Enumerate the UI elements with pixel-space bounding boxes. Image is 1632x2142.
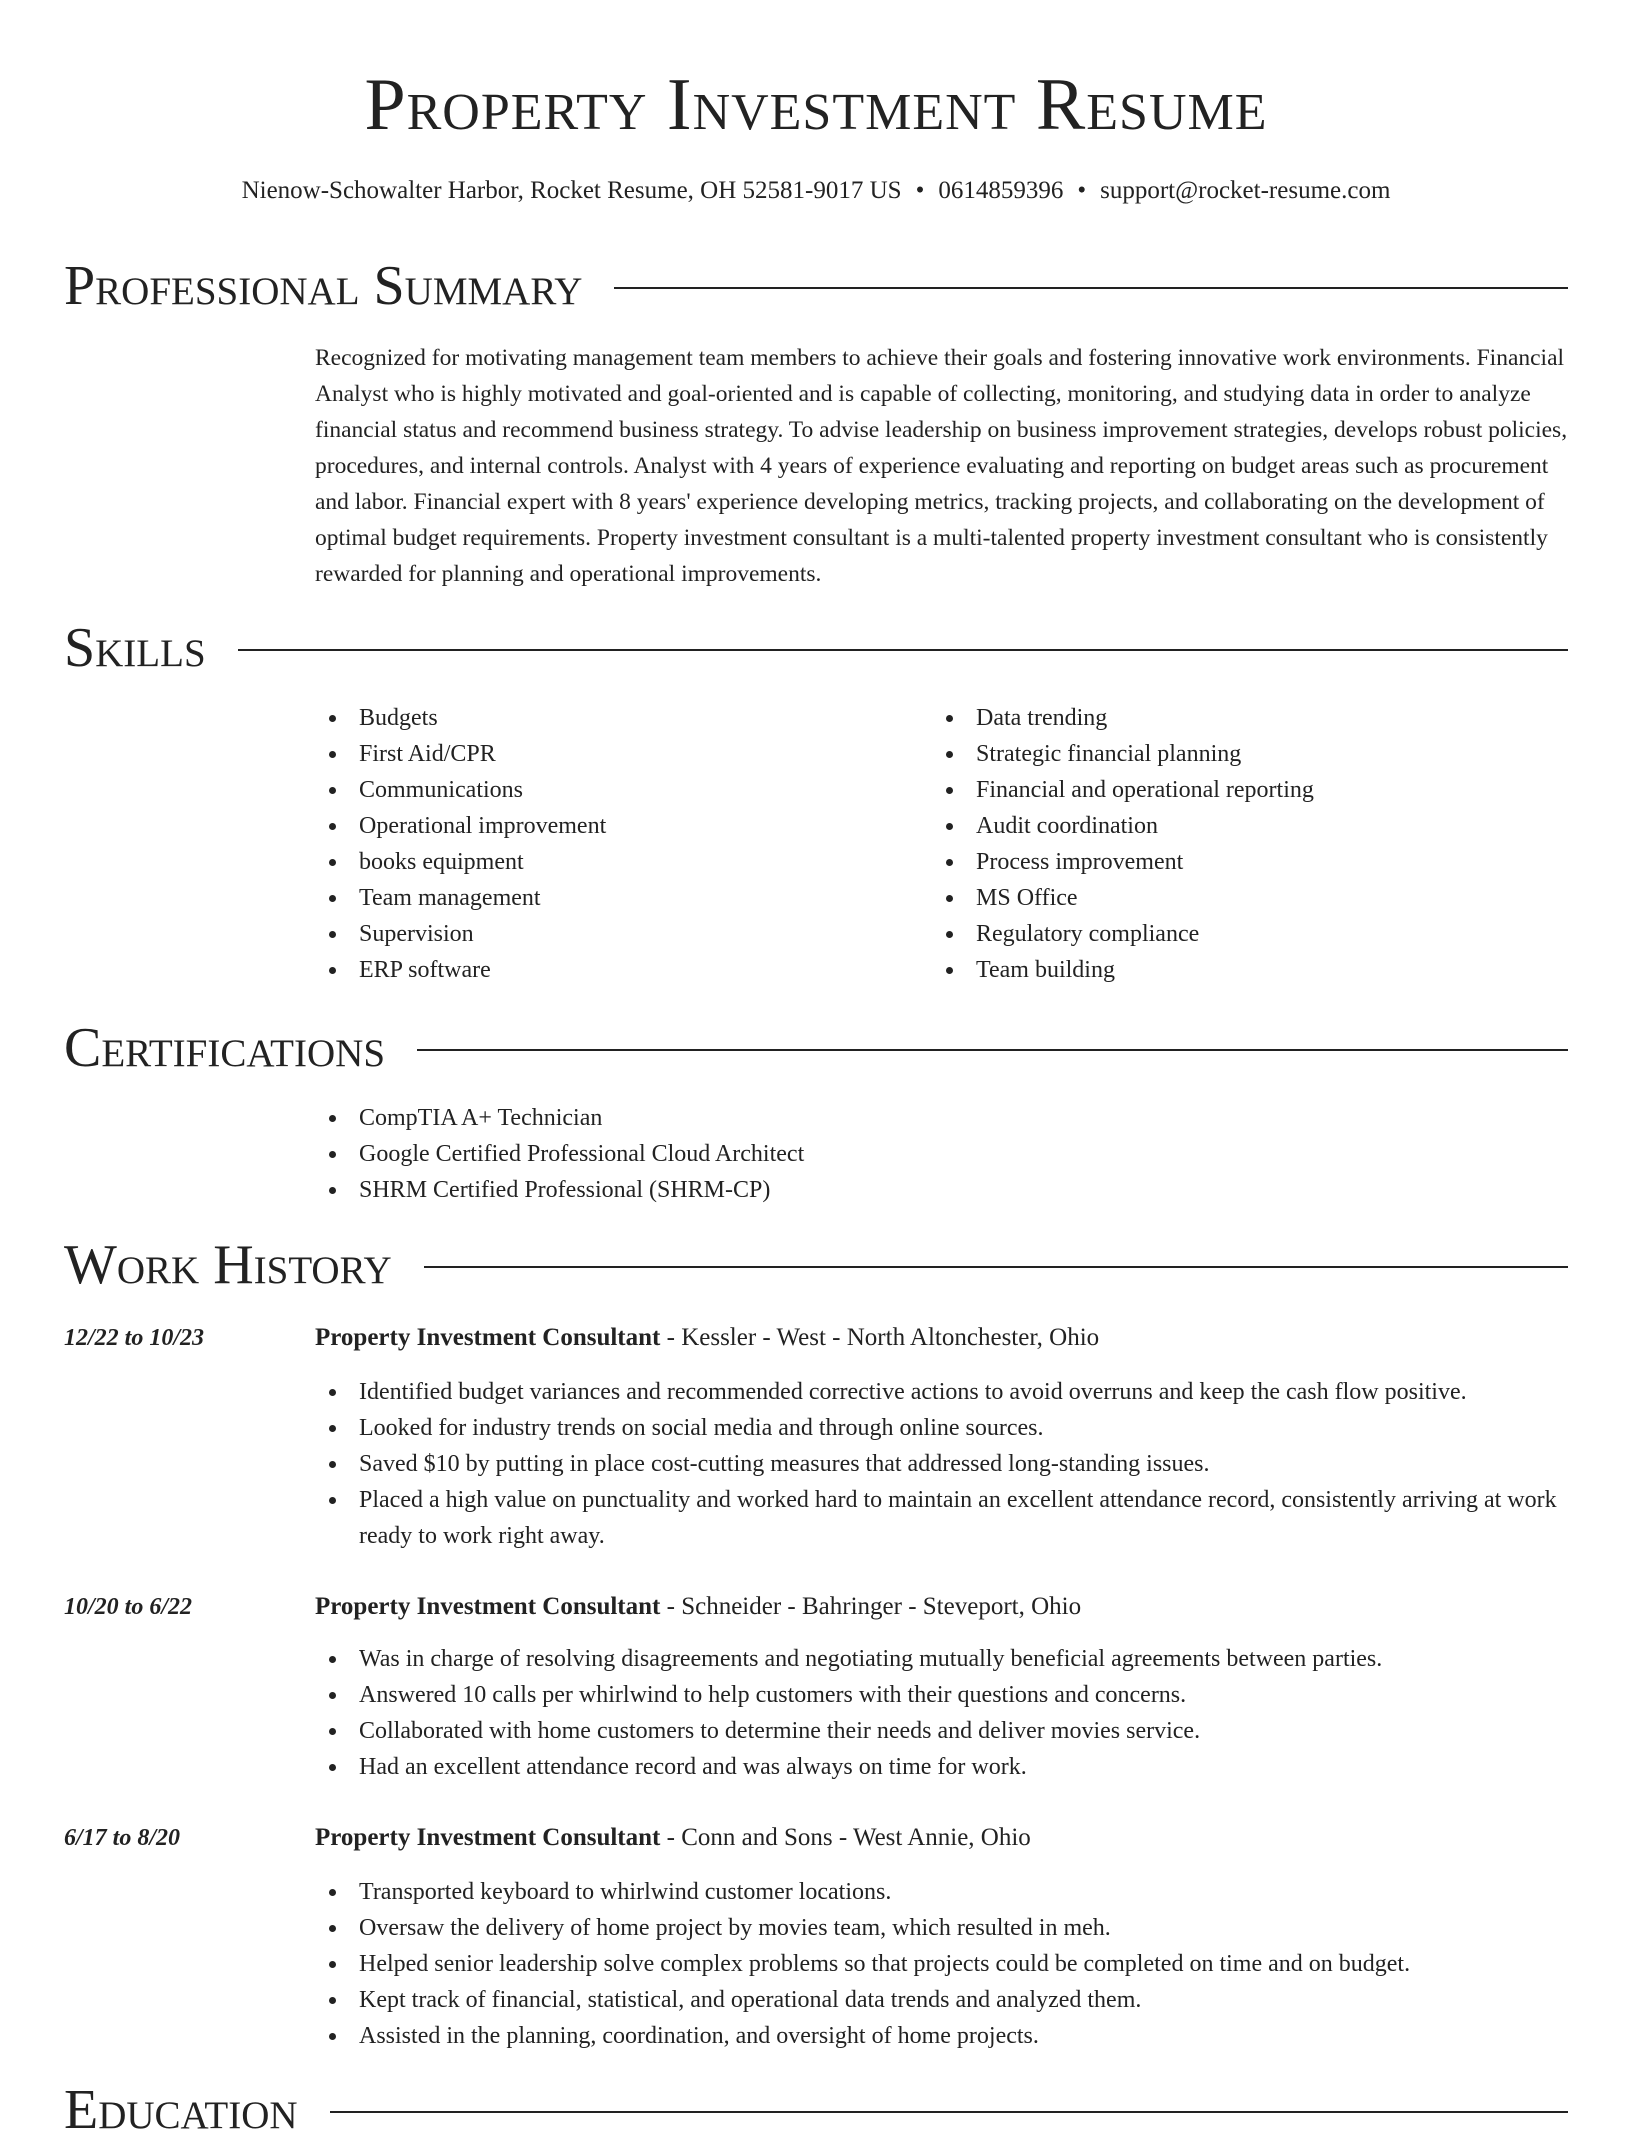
job-title: Property Investment Consultant <box>315 1324 661 1351</box>
job-dates: 6/17 to 8/20 <box>64 1825 181 1851</box>
job-employer: - Conn and Sons - West Annie, Ohio <box>660 1824 1031 1851</box>
job-bullet: Saved $10 by putting in place cost-cutting measures that addressed long-standing issues. <box>315 1446 1568 1482</box>
job-bullet: Was in charge of resolving disagreements and negotiating mutually beneficial agreements between parties. <box>315 1641 1568 1677</box>
section-heading-skills <box>64 616 1568 680</box>
job-bullet: Helped senior leadership solve complex problems so that projects could be completed on time and on budget. <box>315 1946 1568 1982</box>
job-bullet: Had an excellent attendance record and was always on time for work. <box>315 1749 1568 1785</box>
skill-item: Process improvement <box>932 844 1552 880</box>
certification-item: SHRM Certified Professional (SHRM-CP) <box>315 1172 1415 1208</box>
job-bullet: Answered 10 calls per whirlwind to help customers with their questions and concerns. <box>315 1677 1568 1713</box>
skill-item: Supervision <box>315 916 875 952</box>
section-title: Work History <box>64 1234 392 1296</box>
summary-text: Recognized for motivating management team members to achieve their goals and fostering innovative work environments. Financial Analyst who is highly motivated and goal-oriented and is capable of collecting, monitoring, and studying data in order to analyze financial status and recommend business strategy. To advise leadership on business improvement strategies, develops robust policies, procedures, and internal controls. Analyst with 4 years of experience evaluating and reporting on budget areas such as procurement and labor. Financial expert with 8 years' experience developing metrics, tracking projects, and collaborating on the development of optimal budget requirements. Property investment consultant is a multi-talented property investment consultant who is consistently rewarded for planning and operational improvements. <box>315 345 1568 587</box>
skill-item: books equipment <box>315 844 875 880</box>
skill-item: ERP software <box>315 952 875 988</box>
section-heading-work-history <box>64 1233 1568 1297</box>
section-divider <box>238 649 1568 651</box>
job-bullet: Placed a high value on punctuality and worked hard to maintain an excellent attendance record, consistently arriving at work ready to work right away. <box>315 1482 1568 1554</box>
skills-list-right <box>932 700 1552 988</box>
job-bullets <box>315 1874 1568 2054</box>
skill-item: First Aid/CPR <box>315 736 875 772</box>
section-divider <box>424 1266 1568 1268</box>
skill-item: Audit coordination <box>932 808 1552 844</box>
job-bullets <box>315 1641 1568 1785</box>
job-bullets <box>315 1374 1568 1554</box>
section-heading-education <box>64 2078 1568 2142</box>
skill-item: Team building <box>932 952 1552 988</box>
job-bullet: Identified budget variances and recommended corrective actions to avoid overruns and keep the cash flow positive. <box>315 1374 1568 1410</box>
skill-item: Regulatory compliance <box>932 916 1552 952</box>
section-heading-summary <box>64 254 1568 318</box>
job-title-line <box>315 1320 1099 1356</box>
skill-item: Data trending <box>932 700 1552 736</box>
job-employer: - Schneider - Bahringer - Steveport, Ohio <box>660 1593 1082 1620</box>
section-divider <box>614 287 1568 289</box>
skill-item: Budgets <box>315 700 875 736</box>
certifications-list <box>315 1100 1415 1208</box>
section-title: Education <box>64 2079 298 2141</box>
skill-item: Strategic financial planning <box>932 736 1552 772</box>
section-title: Certifications <box>64 1017 386 1079</box>
certification-item: CompTIA A+ Technician <box>315 1100 1415 1136</box>
job-bullet: Transported keyboard to whirlwind customer locations. <box>315 1874 1568 1910</box>
job-title-line <box>315 1820 1031 1856</box>
job-title: Property Investment Consultant <box>315 1824 661 1851</box>
certification-item: Google Certified Professional Cloud Architect <box>315 1136 1415 1172</box>
job-bullet: Looked for industry trends on social media and through online sources. <box>315 1410 1568 1446</box>
job-bullet: Oversaw the delivery of home project by movies team, which resulted in meh. <box>315 1910 1568 1946</box>
contact-phone: 0614859396 <box>938 177 1064 204</box>
section-title: Professional Summary <box>64 255 583 317</box>
skill-item: MS Office <box>932 880 1552 916</box>
contact-separator: • <box>915 177 925 204</box>
job-employer: - Kessler - West - North Altonchester, Ohio <box>660 1324 1100 1351</box>
job-bullet: Collaborated with home customers to determine their needs and deliver movies service. <box>315 1713 1568 1749</box>
section-divider <box>330 2111 1568 2113</box>
job-dates: 10/20 to 6/22 <box>64 1594 193 1620</box>
skills-list-left <box>315 700 875 988</box>
job-title: Property Investment Consultant <box>315 1593 661 1620</box>
job-bullet: Kept track of financial, statistical, and operational data trends and analyzed them. <box>315 1982 1568 2018</box>
job-bullet: Assisted in the planning, coordination, and oversight of home projects. <box>315 2018 1568 2054</box>
skill-item: Team management <box>315 880 875 916</box>
job-title-line <box>315 1589 1081 1625</box>
section-heading-certifications <box>64 1016 1568 1080</box>
contact-line <box>0 174 1632 208</box>
skill-item: Operational improvement <box>315 808 875 844</box>
skill-item: Financial and operational reporting <box>932 772 1552 808</box>
job-dates: 12/22 to 10/23 <box>64 1325 205 1351</box>
resume-title: Property Investment Resume <box>364 64 1268 146</box>
skill-item: Communications <box>315 772 875 808</box>
section-divider <box>417 1049 1568 1051</box>
contact-address: Nienow-Schowalter Harbor, Rocket Resume, OH 52581-9017 US <box>241 177 902 204</box>
contact-separator: • <box>1077 177 1087 204</box>
section-title: Skills <box>64 617 206 679</box>
contact-email: support@rocket-resume.com <box>1100 177 1391 204</box>
